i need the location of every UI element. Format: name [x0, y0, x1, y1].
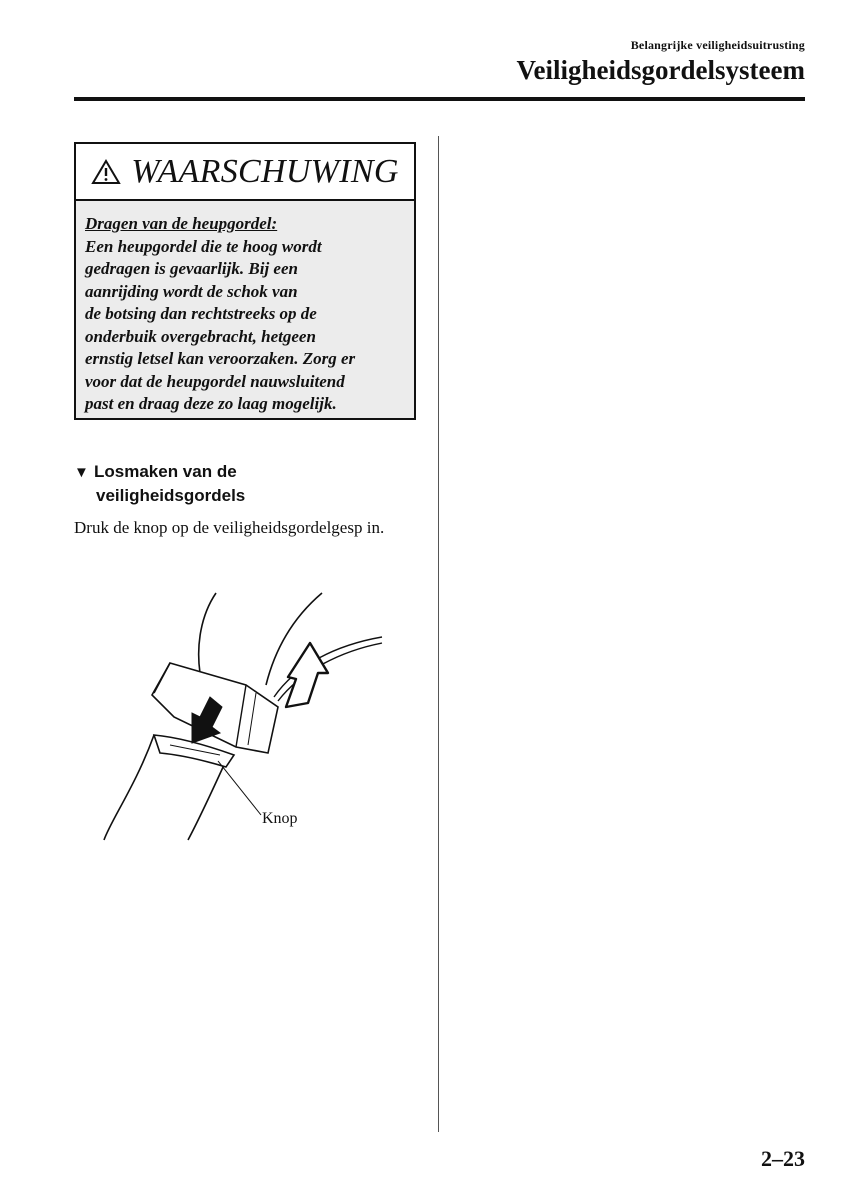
header-divider [74, 97, 805, 101]
warning-triangle-icon [91, 159, 121, 185]
seatbelt-buckle-illustration [96, 585, 396, 845]
section-marker-icon: ▼ [74, 464, 89, 481]
section-heading-line1: Losmaken van de [94, 462, 237, 481]
knop-label: Knop [262, 810, 298, 827]
header-subtitle: Belangrijke veiligheidsuitrusting [630, 38, 805, 52]
body-paragraph: Druk de knop op de veiligheidsgordelgesp in. [74, 518, 385, 537]
warning-title: WAARSCHUWING [131, 152, 399, 190]
warning-box [74, 142, 416, 420]
warning-text: Een heupgordel die te hoog wordt gedragen is gevaarlijk. Bij een aanrijding wordt de schok van de botsing dan rechtstreeks op de onderbuik overgebracht, hetgeen ernstig letsel kan veroorzaken. Zorg er voor dat de heupgordel nauwsluitend past en draag deze zo laag mogelijk. [85, 236, 356, 413]
section-heading-line2: veiligheidsgordels [96, 486, 246, 505]
page-title: Veiligheidsgordelsysteem [516, 55, 805, 85]
warning-subheading: Dragen van de heupgordel: [85, 214, 278, 233]
column-divider [438, 136, 439, 1132]
warning-header [76, 144, 414, 201]
section-heading [74, 460, 414, 507]
warning-body [76, 201, 414, 416]
page-number: 2–23 [761, 1146, 805, 1171]
